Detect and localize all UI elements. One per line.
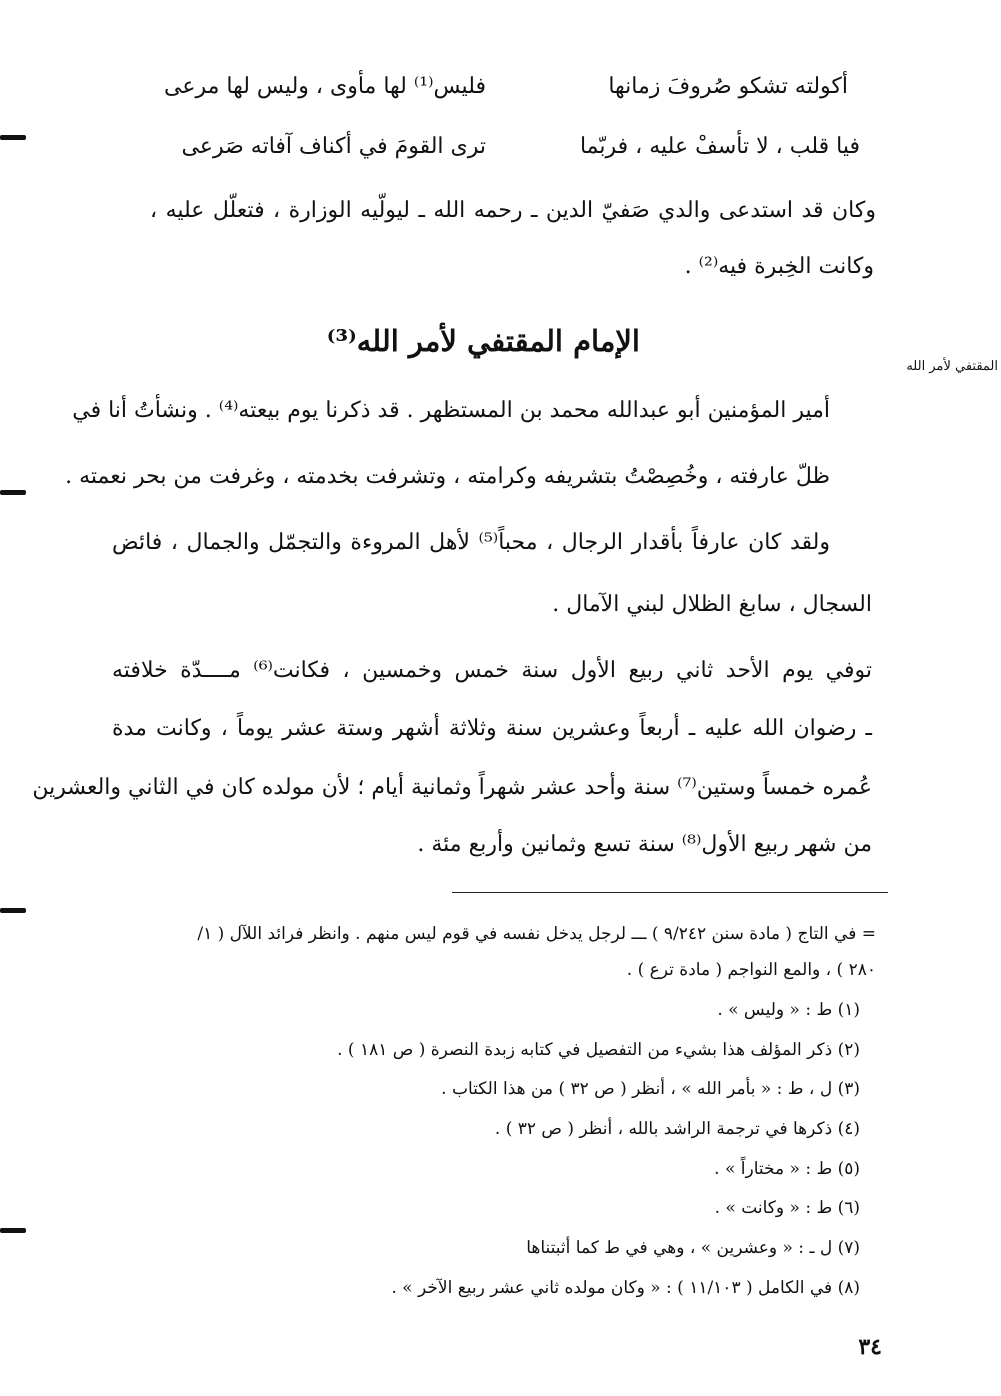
footnote-3: (٣) ل ، ط : « بأمر الله » ، أنظر ( ص ٣٢ ) من هذا الكتاب .: [441, 1079, 860, 1099]
footnote-8: (٨) في الكامل ( ١١/١٠٣ ) : « وكان مولده ثاني عشر ربيع الآخر » .: [391, 1278, 860, 1298]
paragraph-2-line-2: السجال ، سابغ الظلال لبني الآمال .: [552, 592, 872, 617]
footnote-continuation-line-2: ٢٨٠ ) ، والمع النواجم ( مادة ترع ) .: [626, 960, 876, 980]
section-heading: الإمام المقتفي لأمر الله⁽³⁾: [326, 324, 640, 358]
poem-line-2-left: ترى القومَ في أكناف آفاته صَرعى: [181, 134, 486, 159]
margin-note: المقتفي لأمر الله: [906, 359, 998, 374]
poem-line-1-right: أكولته تشكو صُروفَ زمانها: [608, 74, 848, 99]
paragraph-3-line-4: من شهر ربيع الأول⁽⁸⁾ سنة تسع وثمانين وأربع مئة .: [417, 832, 872, 857]
footnote-5: (٥) ط : « مختاراً » .: [714, 1159, 860, 1179]
footnote-separator: [452, 892, 888, 893]
footnote-1: (١) ط : « وليس » .: [717, 1000, 860, 1020]
footnote-4: (٤) ذكرها في ترجمة الراشد بالله ، أنظر ( ص ٣٢ ) .: [494, 1119, 860, 1139]
footnote-continuation-line-1: = في التاج ( مادة سنن ٩/٢٤٢ ) ـــ لرجل يدخل نفسه في قوم ليس منهم . وانظر فرائد اللآل ( ١/: [197, 924, 876, 944]
page-number: ٣٤: [858, 1334, 882, 1360]
scan-mark: [0, 1228, 26, 1233]
scan-mark: [0, 135, 26, 140]
poem-line-1-left: فليس⁽¹⁾ لها مأوى ، وليس لها مرعى: [163, 74, 486, 99]
scan-mark: [0, 490, 26, 495]
paragraph-2-line-1: ولقد كان عارفاً بأقدار الرجال ، محباً⁽⁵⁾ لأهل المروءة والتجمّل والجمال ، فائض: [112, 530, 830, 555]
paragraph-3-line-2: ـ رضوان الله عليه ـ أربعاً وعشرين سنة وثلاثة أشهر وستة عشر يوماً ، وكانت مدة: [112, 716, 872, 741]
footnote-6: (٦) ط : « وكانت » .: [714, 1198, 860, 1218]
footnote-2: (٢) ذكر المؤلف هذا بشيء من التفصيل في كتابه زبدة النصرة ( ص ١٨١ ) .: [337, 1040, 860, 1060]
poem-line-2-right: فيا قلب ، لا تأسفْ عليه ، فربّما: [579, 134, 860, 159]
scan-mark: [0, 908, 26, 913]
paragraph-3-line-3: عُمره خمساً وستين⁽⁷⁾ سنة وأحد عشر شهراً وثمانية أيام ؛ لأن مولده كان في الثاني والعشرين: [32, 775, 872, 800]
paragraph-1-line-2: ظلّ عارفته ، وخُصِصْتُ بتشريفه وكرامته ، وتشرفت بخدمته ، وغرفت من بحر نعمته .: [65, 464, 830, 489]
footnote-7: (٧) ل ـ : « وعشرين » ، وهي في ط كما أثبتناها: [526, 1238, 860, 1258]
paragraph-3-line-1: توفي يوم الأحد ثاني ربيع الأول سنة خمس وخمسين ، فكانت⁽⁶⁾ مــــدّة خلافته: [112, 658, 872, 683]
paragraph-1-line-1: أمير المؤمنين أبو عبدالله محمد بن المستظهر . قد ذكرنا يوم بيعته⁽⁴⁾ . ونشأتُ أنا في: [72, 398, 830, 423]
intro-line-1: وكان قد استدعى والدي صَفيّ الدين ـ رحمه الله ـ ليولّيه الوزارة ، فتعلّل عليه ،: [150, 198, 876, 223]
intro-line-2: وكانت الخِبرة فيه⁽²⁾ .: [684, 254, 874, 279]
